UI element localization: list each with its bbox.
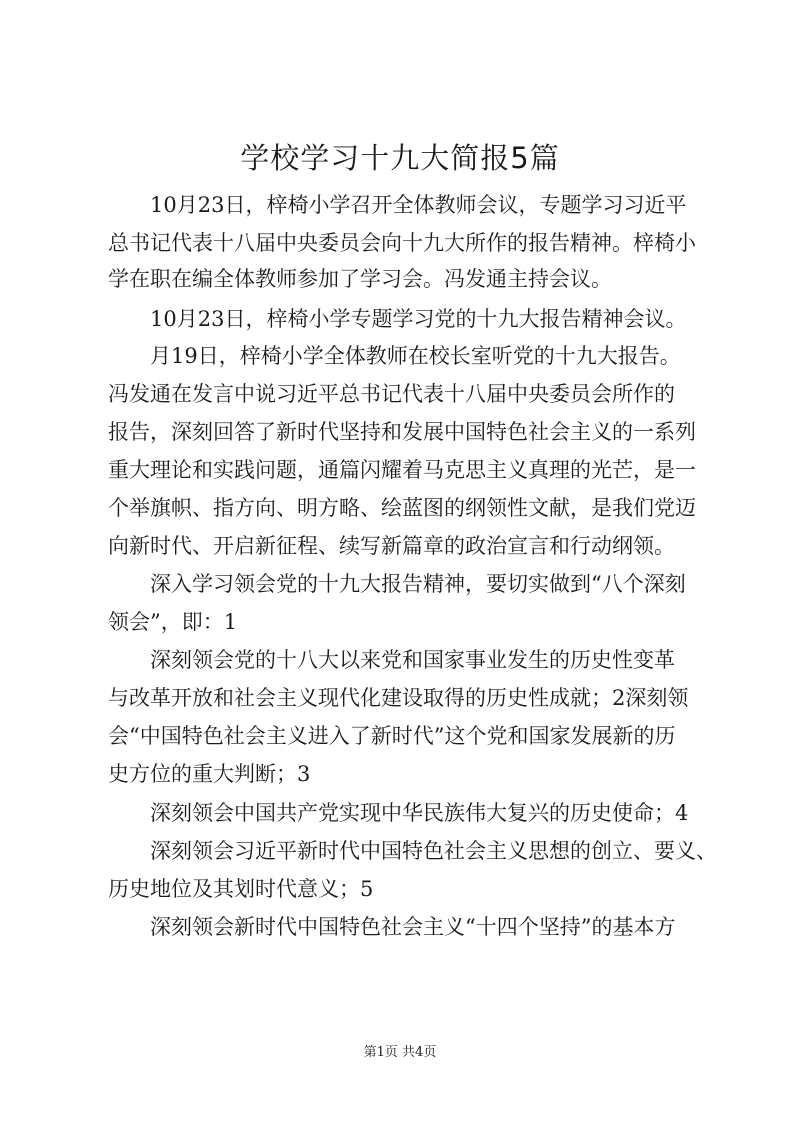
paragraph-line: 重大理论和实践问题，通篇闪耀着马克思主义真理的光芒，是一 — [108, 458, 696, 482]
paragraph-line: 史方位的重大判断；3 — [108, 762, 311, 786]
paragraph-line: 会“中国特色社会主义进入了新时代”这个党和国家发展新的历 — [108, 724, 676, 748]
paragraph-line: 报告，深刻回答了新时代坚持和发展中国特色社会主义的一系列 — [108, 420, 696, 444]
paragraph-line: 向新时代、开启新征程、续写新篇章的政治宣言和行动纲领。 — [108, 534, 675, 558]
document-title: 学校学习十九大简报5篇 — [240, 141, 560, 175]
paragraph-line: 领会”，即：1 — [108, 610, 238, 634]
paragraph-line: 深刻领会习近平新时代中国特色社会主义思想的创立、要义、 — [150, 839, 717, 863]
paragraph-line: 10月23日，梓椅小学召开全体教师会议，专题学习习近平 — [150, 193, 687, 217]
paragraph-line: 深入学习领会党的十九大报告精神，要切实做到“八个深刻 — [150, 572, 686, 596]
paragraph-line: 深刻领会党的十八大以来党和国家事业发生的历史性变革 — [150, 648, 675, 672]
paragraph-line: 月19日，梓椅小学全体教师在校长室听党的十九大报告。 — [150, 344, 681, 368]
page-number-footer: 第1页 共4页 — [363, 1045, 437, 1060]
paragraph-line: 深刻领会中国共产党实现中华民族伟大复兴的历史使命；4 — [150, 801, 689, 825]
paragraph-line: 个举旗帜、指方向、明方略、绘蓝图的纲领性文献，是我们党迈 — [108, 496, 696, 520]
paragraph-line: 冯发通在发言中说习近平总书记代表十八届中央委员会所作的 — [108, 382, 675, 406]
paragraph-line: 学在职在编全体教师参加了学习会。冯发通主持会议。 — [108, 267, 612, 291]
paragraph-line: 历史地位及其划时代意义；5 — [108, 877, 374, 901]
paragraph-line: 总书记代表十八届中央委员会向十九大所作的报告精神。梓椅小 — [108, 231, 696, 255]
paragraph-line: 10月23日，梓椅小学专题学习党的十九大报告精神会议。 — [150, 307, 687, 331]
paragraph-line: 与改革开放和社会主义现代化建设取得的历史性成就；2深刻领 — [108, 686, 689, 710]
paragraph-line: 深刻领会新时代中国特色社会主义“十四个坚持”的基本方 — [150, 915, 676, 939]
